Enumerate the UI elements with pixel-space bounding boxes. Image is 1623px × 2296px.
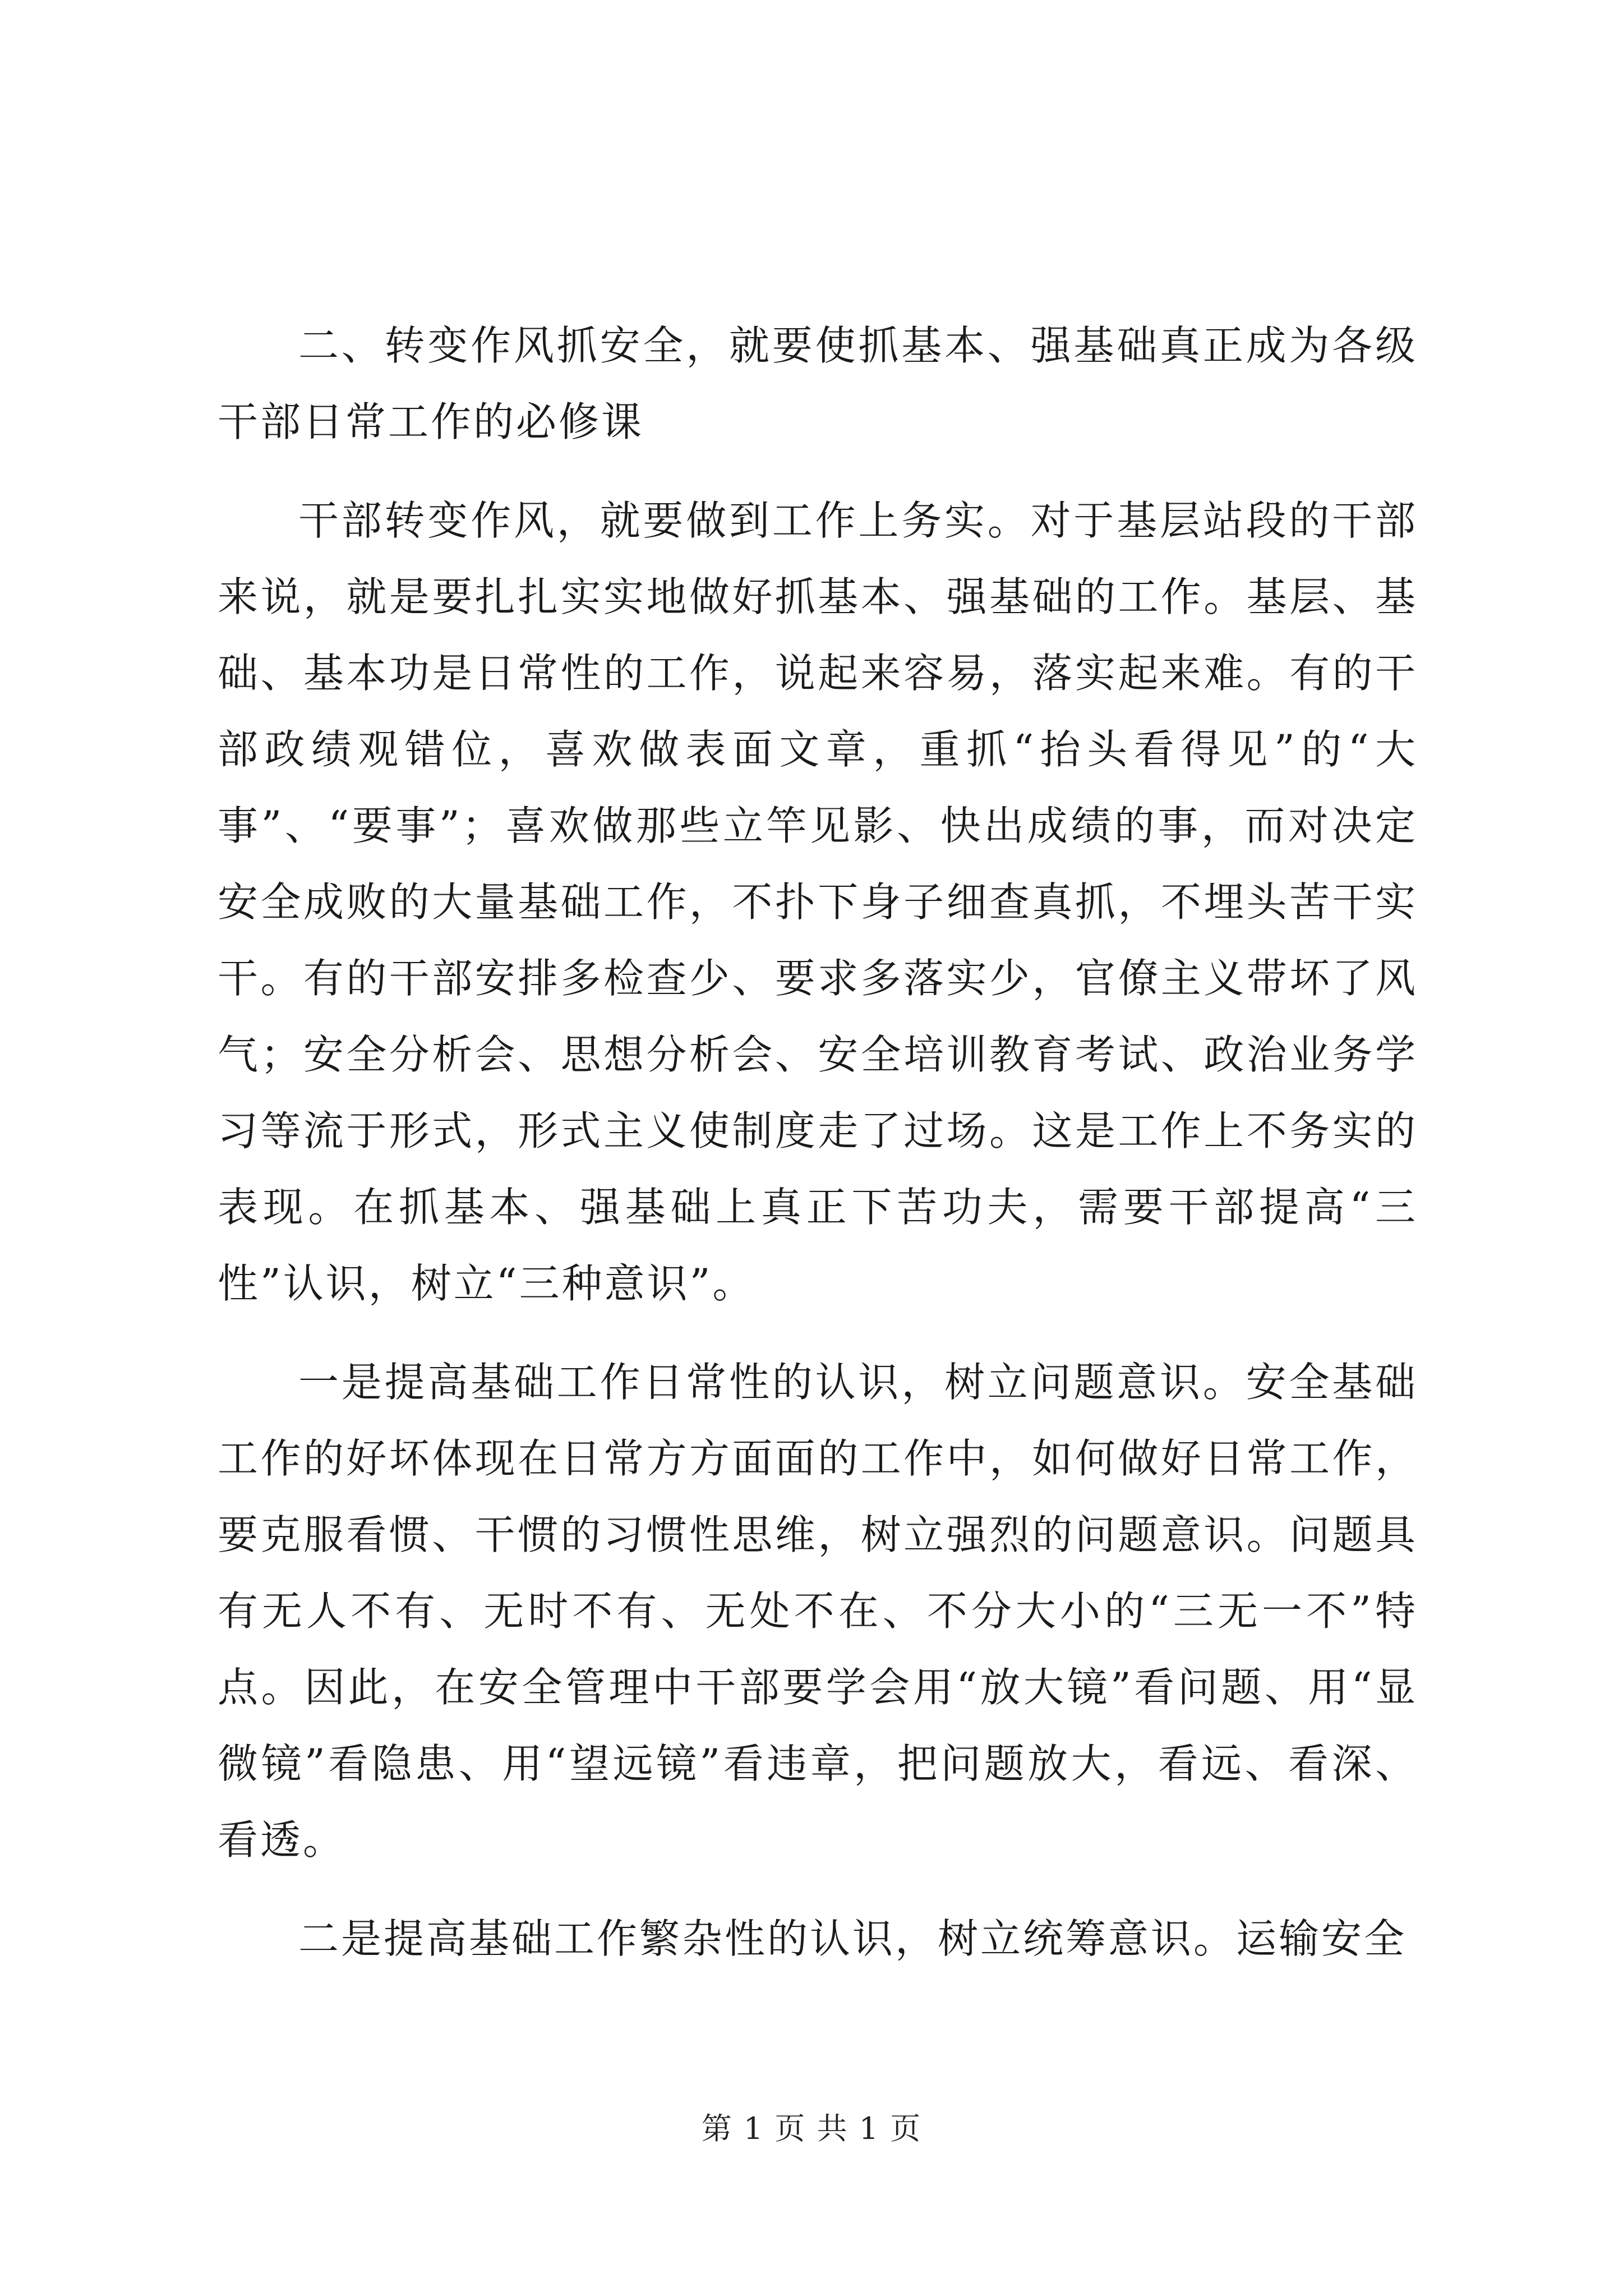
section-heading-paragraph: 二、转变作风抓安全，就要使抓基本、强基础真正成为各级干部日常工作的必修课: [218, 322, 1418, 445]
body-paragraph: 一是提高基础工作日常性的认识，树立问题意识。安全基础工作的好坏体现在日常方方面面的工作中，如何做好日常工作，要克服看惯、干惯的习惯性思维，树立强烈的问题意识。问题具有无人不有、无时不有、无处不在、不分大小的“三无一不”特点。因此，在安全管理中干部要学会用“放大镜”看问题、用“显微镜”看隐患、用“望远镜”看违章，把问题放大，看远、看深、看透。: [218, 1359, 1418, 1864]
body-paragraph: 干部转变作风，就要做到工作上务实。对于基层站段的干部来说，就是要扎扎实实地做好抓基本、强基础的工作。基层、基础、基本功是日常性的工作，说起来容易，落实起来难。有的干部政绩观错位，喜欢做表面文章，重抓“抬头看得见”的“大事”、“要事”；喜欢做那些立竿见影、快出成绩的事，而对决定安全成败的大量基础工作，不扑下身子细查真抓，不埋头苦干实干。有的干部安排多检查少、要求多落实少，官僚主义带坏了风气；安全分析会、思想分析会、安全培训教育考试、政治业务学习等流于形式，形式主义使制度走了过场。这是工作上不务实的表现。在抓基本、强基础上真正下苦功夫，需要干部提高“三性”认识，树立“三种意识”。: [218, 497, 1418, 1307]
page-footer: 第 1 页 共 1 页: [701, 2111, 922, 2146]
body-paragraph: 二是提高基础工作繁杂性的认识，树立统筹意识。运输安全: [298, 1915, 1407, 1962]
document-body: [218, 307, 1418, 1977]
